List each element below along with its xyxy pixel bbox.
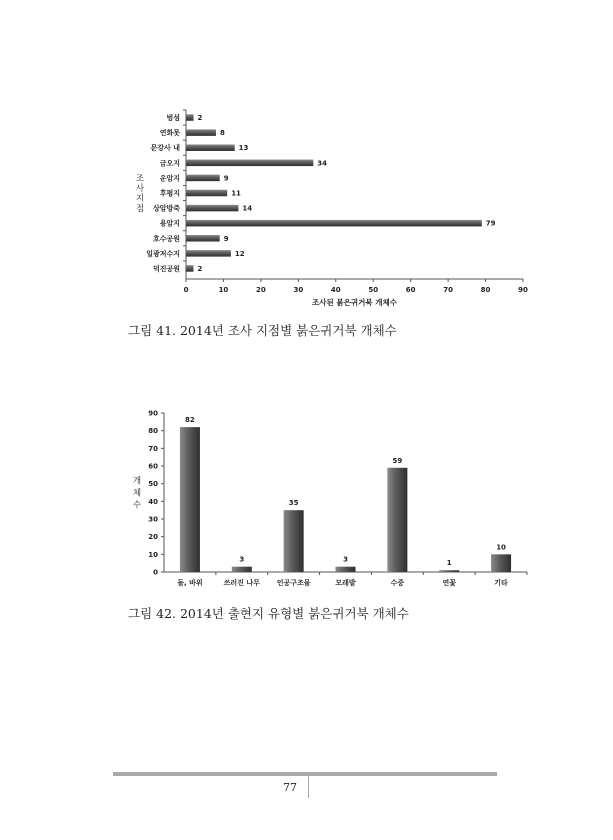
data-label: 34 — [317, 159, 328, 168]
bar — [491, 554, 511, 572]
category-label: 덕진공원 — [152, 264, 180, 273]
category-label: 운암지 — [159, 174, 180, 183]
x-tick-label: 10 — [218, 286, 229, 294]
category-label: 범섬 — [166, 114, 180, 123]
y-axis-title-char: 사 — [135, 184, 145, 194]
category-label: 후평지 — [159, 189, 180, 198]
category-label: 연꽃 — [442, 579, 456, 587]
data-label: 11 — [231, 189, 241, 198]
data-label: 2 — [197, 264, 203, 273]
y-axis-title-char: 수 — [132, 500, 142, 511]
footer-rule — [113, 772, 497, 776]
bar — [439, 570, 459, 572]
y-tick-label: 20 — [148, 533, 158, 542]
data-label: 3 — [343, 555, 348, 564]
category-label: 돌, 바위 — [177, 579, 203, 587]
y-axis-title-char: 지 — [135, 194, 145, 204]
bar — [180, 427, 200, 572]
y-tick-label: 60 — [148, 462, 158, 471]
x-tick-label: 50 — [368, 286, 379, 294]
data-label: 8 — [219, 129, 225, 138]
bar — [232, 567, 252, 572]
category-label: 모래밭 — [335, 579, 356, 587]
data-label: 9 — [223, 234, 229, 243]
y-tick-label: 0 — [153, 568, 158, 577]
category-label: 기타 — [494, 579, 508, 587]
x-tick-label: 70 — [443, 286, 453, 294]
y-tick-label: 80 — [148, 427, 158, 436]
y-tick-label: 10 — [148, 550, 158, 559]
y-axis-title-char: 체 — [132, 488, 142, 499]
x-tick-label: 0 — [183, 286, 189, 294]
x-tick-label: 40 — [330, 286, 341, 294]
data-label: 12 — [234, 249, 245, 258]
y-tick-label: 70 — [148, 444, 158, 453]
y-axis-title-char: 조 — [135, 174, 145, 184]
category-label: 호수공원 — [152, 234, 180, 243]
x-tick-label: 60 — [405, 286, 416, 294]
x-tick-label: 80 — [480, 286, 491, 294]
data-label: 35 — [288, 499, 299, 508]
data-label: 2 — [197, 114, 203, 123]
data-label: 13 — [238, 144, 249, 153]
data-label: 9 — [223, 174, 229, 183]
y-tick-label: 50 — [148, 480, 158, 489]
bar — [284, 510, 304, 572]
category-label: 상암방죽 — [152, 204, 180, 213]
data-label: 1 — [446, 559, 452, 568]
y-tick-label: 40 — [148, 497, 158, 506]
data-label: 59 — [392, 456, 403, 465]
bar — [336, 567, 356, 572]
data-label: 79 — [485, 219, 496, 228]
data-label: 3 — [239, 555, 245, 564]
category-label: 연화못 — [159, 129, 180, 138]
data-label: 14 — [242, 204, 253, 213]
data-label: 10 — [496, 543, 506, 552]
category-label: 쓰러진 나무 — [223, 579, 260, 587]
category-label: 금오지 — [159, 159, 180, 168]
x-tick-label: 30 — [293, 286, 304, 294]
page-number: 77 — [283, 781, 297, 794]
y-tick-label: 30 — [148, 515, 158, 524]
x-tick-label: 90 — [518, 286, 528, 294]
figure-caption-42: 그림 42. 2014년 출현지 유형별 붉은귀거북 개체수 — [128, 606, 409, 621]
x-tick-label: 20 — [256, 286, 266, 294]
category-label: 문강사 내 — [150, 144, 180, 153]
y-axis-title-char: 점 — [135, 204, 145, 214]
bar — [387, 468, 407, 572]
x-axis-title: 조사된 붉은귀거북 개체수 — [312, 298, 397, 307]
y-tick-label: 90 — [148, 409, 158, 418]
category-label: 용암지 — [159, 219, 180, 228]
category-label: 인공구조물 — [276, 579, 311, 587]
y-axis-title-char: 개 — [132, 476, 142, 487]
figure-caption-41: 그림 41. 2014년 조사 지점별 붉은귀거북 개체수 — [128, 323, 397, 338]
category-label: 일광저수지 — [146, 249, 180, 258]
data-label: 82 — [185, 416, 195, 425]
footer-divider — [308, 776, 309, 798]
category-label: 수중 — [390, 579, 405, 587]
